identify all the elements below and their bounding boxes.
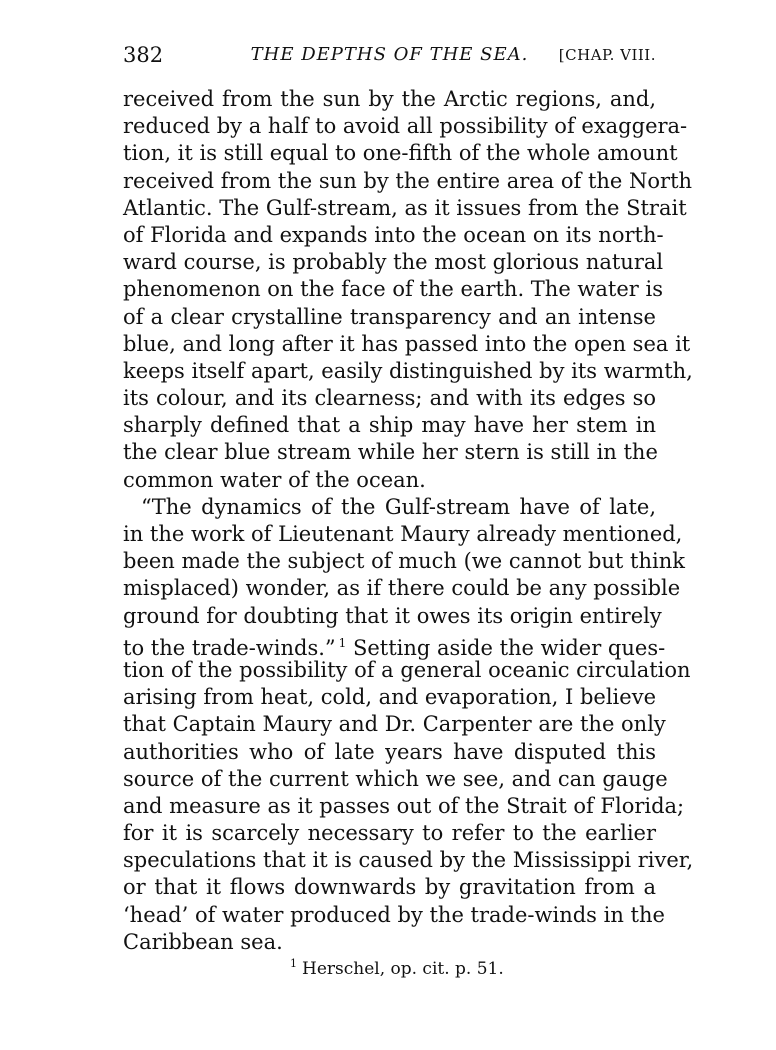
text-line-with-footnote-ref: [123, 630, 666, 660]
text-line: ‘head’ of water produced by the trade-winds in the: [123, 902, 665, 927]
text-line: source of the current which we see, and can gauge: [123, 766, 668, 791]
text-line: ward course, is probably the most glorious natural: [123, 250, 664, 275]
body-text: [123, 86, 694, 956]
text-line: that Captain Maury and Dr. Carpenter are the only: [123, 712, 666, 737]
ref-line-end: Setting aside the wider ques-: [352, 635, 666, 660]
text-line: tion of the possibility of a general oceanic circulation: [123, 657, 691, 682]
text-line: of a clear crystalline transparency and an intense: [123, 304, 656, 329]
text-line: and measure as it passes out of the Strait of Florida;: [123, 793, 685, 818]
footnote-text: Herschel, op. cit. p. 51.: [302, 959, 504, 979]
text-line: in the work of Lieutenant Maury already mentioned,: [123, 522, 683, 546]
text-line: phenomenon on the face of the earth. The water is: [123, 277, 664, 302]
text-line: of Florida and expands into the ocean on its north-: [123, 222, 664, 247]
text-line: been made the subject of much (we cannot but think: [123, 549, 685, 574]
ref-line-start: to the trade-winds.”: [123, 635, 336, 660]
text-line: or that it flows downwards by gravitation from a: [123, 875, 656, 900]
text-line: the clear blue stream while her stern is still in the: [123, 440, 658, 465]
footnote: [290, 957, 504, 979]
text-line: arising from heat, cold, and evaporation, I believe: [123, 685, 656, 710]
text-line: tion, it is still equal to one-fifth of the whole amount: [123, 141, 678, 166]
chapter-reference: [CHAP. VIII.: [558, 46, 656, 64]
text-line: received from the sun by the Arctic regions, and,: [123, 87, 656, 111]
running-title: THE DEPTHS OF THE SEA.: [250, 44, 529, 65]
text-line: speculations that it is caused by the Mississippi river,: [123, 848, 694, 873]
text-line: ground for doubting that it owes its origin entirely: [123, 603, 662, 628]
text-line: for it is scarcely necessary to refer to the earlier: [123, 821, 656, 846]
text-line: Caribbean sea.: [123, 929, 283, 954]
page-number: 382: [123, 43, 164, 67]
text-line: blue, and long after it has passed into the open sea it: [123, 331, 691, 356]
text-line: its colour, and its clearness; and with its edges so: [123, 386, 656, 411]
paragraph-2: [123, 494, 694, 956]
text-line: common water of the ocean.: [123, 467, 426, 492]
text-line: reduced by a half to avoid all possibility of exaggera-: [123, 114, 688, 139]
text-line: keeps itself apart, easily distinguished by its warmth,: [123, 358, 693, 383]
footnote-marker: 1: [290, 957, 297, 970]
text-line: Atlantic. The Gulf-stream, as it issues from the Strait: [123, 195, 687, 220]
text-line: misplaced) wonder, as if there could be any possible: [123, 576, 681, 601]
footnote-reference[interactable]: 1: [338, 635, 347, 650]
text-line: received from the sun by the entire area of the North: [123, 168, 693, 193]
page-header: [123, 43, 656, 73]
text-line: authorities who of late years have disputed this: [123, 739, 656, 764]
paragraph-1: [123, 86, 693, 494]
text-line: sharply defined that a ship may have her stem in: [123, 413, 656, 438]
text-line: “The dynamics of the Gulf-stream have of late,: [141, 494, 656, 519]
